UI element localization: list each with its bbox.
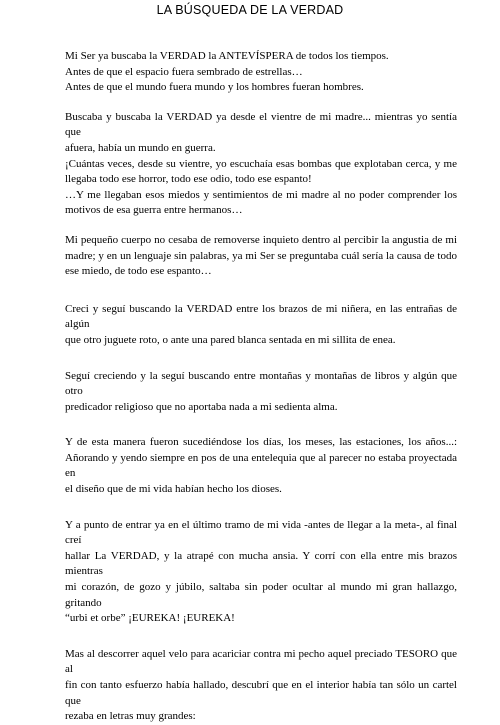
text-line: motivos de esa guerra entre hermanos… xyxy=(65,204,243,217)
paragraph-3 xyxy=(65,233,457,280)
text-line: Antes de que el espacio fuera sembrado de estrellas… xyxy=(65,65,303,78)
paragraph-6 xyxy=(65,435,457,497)
text-line: Y a punto de entrar ya en el último tramo de mi vida -antes de llegar a la meta-, al final creí xyxy=(65,518,457,547)
text-line: que otro juguete roto, o ante una pared blanca sentada en mi sillita de enea. xyxy=(65,333,396,346)
paragraph-8 xyxy=(65,647,457,725)
text-line: fin con tanto esfuerzo había hallado, descubrí que en el interior había tan sólo un cartel que xyxy=(65,679,457,707)
text-line: Añorando y yendo siempre en pos de una entelequia que al parecer no estaba proyectada en xyxy=(65,451,457,480)
page-title: LA BÚSQUEDA DE LA VERDAD xyxy=(156,3,344,17)
paragraph-1 xyxy=(65,49,457,96)
text-line: Buscaba y buscaba la VERDAD ya desde el vientre de mi madre... mientras yo sentía que xyxy=(65,110,457,139)
paragraph-7 xyxy=(65,518,457,627)
text-line: llegaba todo ese horror, todo ese odio, todo ese espanto! xyxy=(65,173,312,186)
text-line: ¡Cuántas veces, desde su vientre, yo escuchaía esas bombas que explotaban cerca, y me xyxy=(65,157,457,170)
text-line: mi corazón, de gozo y júbilo, saltaba sin poder ocultar al mundo mi gran hallazgo, gritando xyxy=(65,581,457,609)
text-line: Mi pequeño cuerpo no cesaba de removerse inquieto dentro al percibir la angustia de mi xyxy=(65,233,457,246)
paragraph-4 xyxy=(65,302,457,349)
text-line: Y de esta manera fueron sucediéndose los días, los meses, las estaciones, los años...: xyxy=(65,436,457,449)
text-line: Mi Ser ya buscaba la VERDAD la ANTEVÍSPERA de todos los tiempos. xyxy=(65,50,389,62)
text-line: predicador religioso que no aportaba nada a mi sedienta alma. xyxy=(65,400,338,413)
paragraph-5 xyxy=(65,369,457,416)
text-line: …Y me llegaban esos miedos y sentimientos de mi madre al no poder comprender los xyxy=(65,188,457,201)
text-line: madre; y en un lenguaje sin palabras, ya mi Ser se preguntaba cuál sería la causa de todo xyxy=(65,249,457,262)
text-line: Mas al descorrer aquel velo para acariciar contra mi pecho aquel preciado TESORO que al xyxy=(65,647,457,676)
text-line: Creci y seguí buscando la VERDAD entre los brazos de mi niñera, en las entrañas de algún xyxy=(65,302,457,331)
text-line: ese miedo, de todo ese espanto… xyxy=(65,265,212,278)
paragraph-2 xyxy=(65,110,457,219)
text-line: Seguí creciendo y la seguí buscando entre montañas y montañas de libros y algún que otro xyxy=(65,369,457,398)
document-body xyxy=(65,49,457,725)
text-line: el diseño que de mi vida habían hecho los dioses. xyxy=(65,483,282,496)
text-line: “urbi et orbe” ¡EUREKA! ¡EUREKA! xyxy=(65,612,235,625)
text-line: Antes de que el mundo fuera mundo y los hombres fueran hombres. xyxy=(65,81,364,94)
text-line: afuera, había un mundo en guerra. xyxy=(65,141,216,154)
text-line: hallar La VERDAD, y la atrapé con mucha ansia. Y corrí con ella entre mis brazos mientras xyxy=(65,549,457,578)
text-line: rezaba en letras muy grandes: xyxy=(65,710,196,723)
